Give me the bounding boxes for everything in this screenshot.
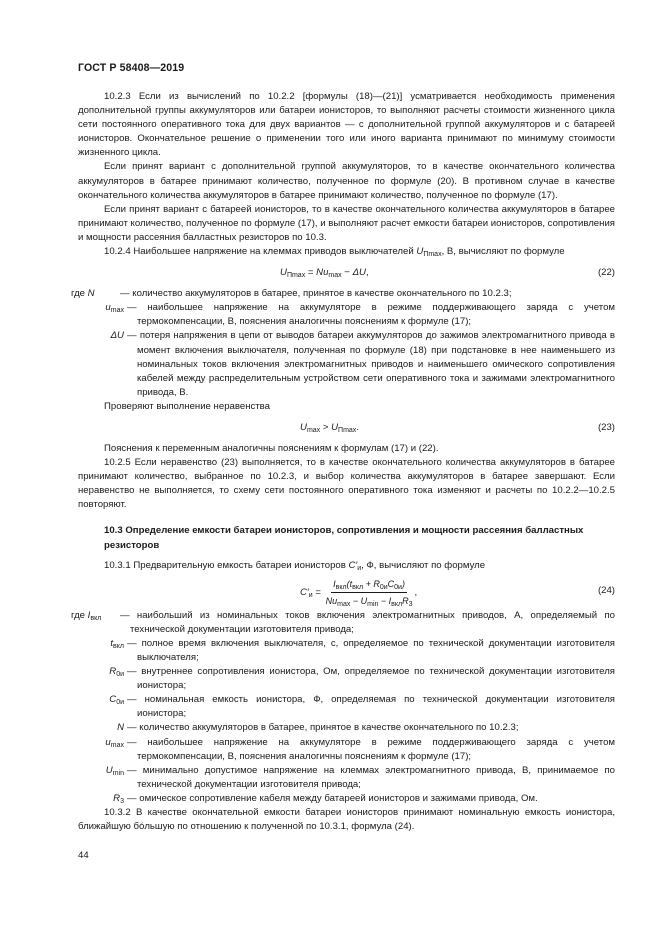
section-title-10-3: 10.3 Определение емкости батареи ионисторов, сопротивления и мощности рассеяния балластных резисторов [104, 525, 584, 551]
paragraph-check-inequality: Проверяют выполнение неравенства [104, 400, 271, 412]
definition-row: $t_{вкл}$ — полное время включения выключателя, с, определяемое по технической документации изготовителя выключателя; [110, 637, 615, 663]
definitions-list-2 [71, 609, 615, 806]
definition-row: $R_3$ — омическое сопротивление кабеля между батареей ионисторов и зажимами привода, Ом. [113, 792, 538, 805]
formula-24-numerator: $I_{вкл}(t_{вкл} + R_{0и}C_{0и})$ [331, 577, 407, 593]
paragraph-10-3-2: 10.3.2 В качестве окончательной емкости батареи ионисторов принимают номинальную емкость ионистора, ближайшую бóльшую по отношению к полученной по 10.3.1, формула (24). [78, 807, 615, 833]
formula-22: $U_{Пmax} = Nu_{max} - \Delta U$, (22) [280, 267, 615, 280]
document-header: ГОСТ Р 58408—2019 [78, 62, 185, 74]
definition-row: $u_{max}$ — наибольшее напряжение на аккумуляторе в режиме поддерживающего заряда с учетом термокомпенсации, В, пояснения аналогичны пояснениям к формуле (17); [105, 302, 615, 328]
document-body [71, 90, 615, 834]
definition-row: N — количество аккумуляторов в батарее, принятое в качестве окончательного по 10.2.3; [117, 722, 519, 734]
formula-number-24: (24) [597, 584, 615, 596]
paragraph-explanations: Пояснения к переменным аналогичны пояснениям к формулам (17) и (22). [104, 442, 439, 454]
formula-24-fraction [324, 577, 415, 608]
paragraph-10-2-5: 10.2.5 Если неравенство (23) выполняется, то в качестве окончательного количества аккумуляторов в батарее принимают количество, выбранное по 10.2.3, и выбор количества аккумуляторов в батарее завершают. Если неравенство не выполняется, то схему сети постоянного оперативного тока изменяют и расчеты по 10.2.2—10.2.5 повторяют. [78, 457, 615, 511]
definition-row: $U_{min}$ — минимально допустимое напряжение на клеммах электромагнитного привода, В, принимаемое по технической документации изготовителя привода; [105, 764, 615, 790]
definition-row: где $I_{вкл}$ — наибольший из номинальных токов включения электромагнитных приводов, А, определяемый по технической документации изготовителя привода; [71, 609, 615, 635]
paragraph-10-3-1: 10.3.1 Предварительную емкость батареи ионисторов $C'_и$, Ф, вычисляют по формуле [104, 559, 486, 572]
formula-23: $U_{max} > U_{Пmax}$. (23) [300, 421, 615, 434]
paragraph-accumulator-variant: Если принят вариант с дополнительной группой аккумуляторов, то в качестве окончательного количества аккумуляторов в батарее принимают количество, полученное по формуле (20). В противном случае в качестве окончательного количества аккумуляторов в батарее принимают количество, полученное по формуле (17). [78, 161, 615, 201]
paragraph-10-2-4: 10.2.4 Наибольшее напряжение на клеммах приводов выключателей $U_{Пmax}$, В, вычисляют по формуле [104, 246, 565, 259]
definition-row: $u_{max}$ — наибольшее напряжение на аккумуляторе в режиме поддерживающего заряда с учетом термокомпенсации, В, пояснения аналогичны пояснениям к формуле (17); [105, 736, 615, 762]
definition-row: где N — количество аккумуляторов в батарее, принятое в качестве окончательного по 10.2.3; [71, 288, 512, 300]
definitions-list-1 [71, 287, 615, 400]
formula-number-23: (23) [597, 421, 615, 433]
definition-row: $R_{0и}$ — внутреннее сопротивления ионистора, Ом, определяемое по технической документации изготовителя ионистора; [109, 666, 615, 692]
paragraph-10-2-3: 10.2.3 Если из вычислений по 10.2.2 [формулы (18)—(21)] усматривается необходимость применения дополнительной группы аккумуляторов или батареи ионисторов, то выполняют расчеты стоимости жизненного цикла сети постоянного оперативного тока для двух вариантов — с дополнительной группой аккумуляторов и с батареей ионисторов. Окончательное решение о применении того или иного варианта принимают по минимуму стоимости жизненного цикла. [78, 91, 615, 159]
page-number: 44 [78, 850, 89, 861]
formula-24: $C'_и$ = $\frac{I_{вкл}(t_{вкл} + R_{0и}C_{0и})}{Nu_{max} - U_{min} - I_{вкл}R_3}$ , (24) [300, 578, 615, 608]
formula-number-22: (22) [597, 267, 615, 279]
definition-row: ΔU — потеря напряжения в цепи от выводов батареи аккумуляторов до зажимов электромагнитного привода в момент включения выключателя, полученная по формуле (18) при подстановке в нее наименьшего из номинальных токов включения электромагнитных приводов и наименьшего омического сопротивления кабелей между распределительным устройством сети оперативного тока и зажимами электромагнитного привода, В. [110, 330, 615, 398]
paragraph-ionistor-variant: Если принят вариант с батареей ионисторов, то в качестве окончательного количества аккумуляторов в батарее принимают количество, полученное по формуле (17), и выполняют расчет емкости батареи ионисторов, сопротивления и мощности рассеяния балластных резисторов по 10.3. [78, 203, 615, 243]
definition-row: $C_{0и}$ — номинальная емкость ионистора, Ф, определяемая по технической документации изготовителя ионистора; [109, 694, 615, 720]
formula-24-denominator: $Nu_{max} - U_{min} - I_{вкл}R_3$ [325, 595, 413, 608]
symbol-u-pmax: U [416, 246, 424, 258]
